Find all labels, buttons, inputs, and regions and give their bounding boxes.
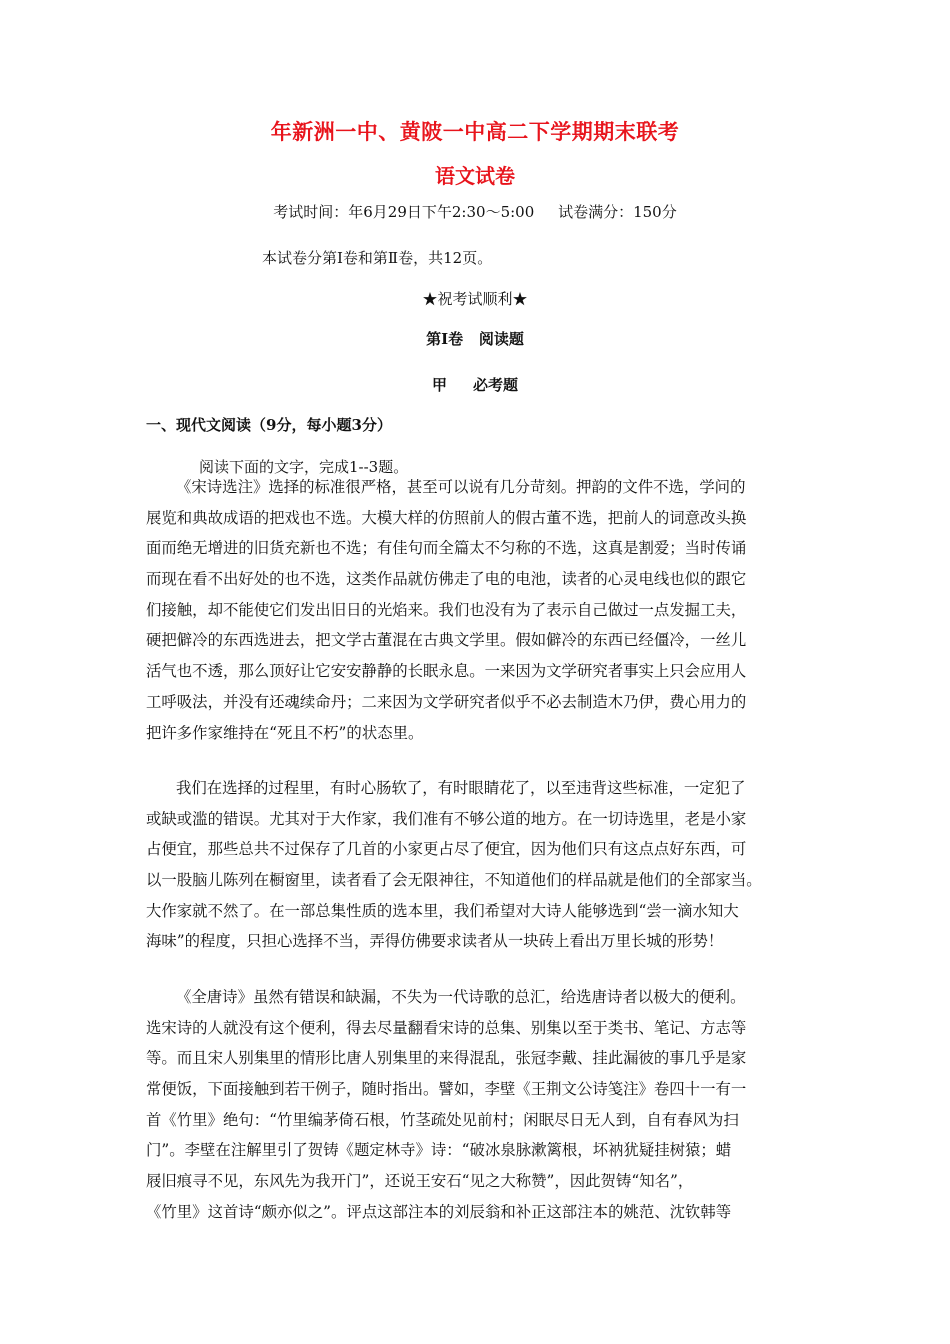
part-one-title: 第Ⅰ卷 阅读题: [426, 330, 524, 348]
paragraph-line: 们接触，却不能使它们发出旧日的光焰来。我们也没有为了表示自己做过一点发掘工夫，: [146, 600, 747, 619]
good-luck-line: ★祝考试顺利★: [422, 290, 528, 308]
paragraph-3: [146, 982, 811, 1228]
exam-subtitle: 语文试卷: [435, 164, 515, 188]
question-group-title: 一、现代文阅读（9分，每小题3分）: [146, 416, 392, 434]
paragraph-line: 《宋诗选注》选择的标准很严格，甚至可以说有几分苛刻。押韵的文件不选，学问的: [176, 478, 746, 496]
paragraph-line: 选宋诗的人就没有这个便利，得去尽量翻看宋诗的总集、别集以至于类书、笔记、方志等: [146, 1018, 747, 1037]
paragraph-line: 面而绝无增进的旧货充新也不选；有佳句而全篇太不匀称的不选，这真是割爱；当时传诵: [146, 539, 747, 558]
required-section-title: 甲 必考题: [431, 376, 519, 394]
paragraph-line: 占便宜，那些总共不过保存了几首的小家更占尽了便宜，因为他们只有这点点好东西，可: [146, 840, 747, 859]
reading-instruction: 阅读下面的文字，完成1--3题。: [199, 458, 409, 476]
paragraph-line: 屐旧痕寻不见，东风先为我开门”，还说王安石“见之大称赞”，因此贺铸“知名”，: [146, 1172, 694, 1191]
paragraph-line: 工呼吸法，并没有还魂续命丹；二来因为文学研究者似乎不必去制造木乃伊，费心用力的: [146, 692, 747, 711]
paragraph-line: 《全唐诗》虽然有错误和缺漏，不失为一代诗歌的总汇，给选唐诗者以极大的便利。: [176, 988, 746, 1006]
exam-title: 年新洲一中、黄陂一中高二下学期期末联考: [270, 119, 680, 144]
paragraph-1: [146, 472, 811, 748]
paragraph-line: 活气也不透，那么顶好让它安安静静的长眠永息。一来因为文学研究者事实上只会应用人: [146, 662, 747, 681]
paragraph-line: 《竹里》这首诗“颇亦似之”。评点这部注本的刘辰翁和补正这部注本的姚范、沈钦韩等: [146, 1202, 732, 1221]
paragraph-line: 而现在看不出好处的也不选，这类作品就仿佛走了电的电池，读者的心灵电线也似的跟它: [146, 570, 747, 589]
exam-structure-note: 本试卷分第Ⅰ卷和第Ⅱ卷，共12页。: [262, 249, 493, 267]
paragraph-line: 等。而且宋人别集里的情形比唐人别集里的来得混乱，张冠李戴、挂此漏彼的事几乎是家: [146, 1049, 747, 1068]
paragraph-line: 或缺或滥的错误。尤其对于大作家，我们准有不够公道的地方。在一切诗选里，老是小家: [146, 809, 747, 828]
paragraph-line: 把许多作家维持在“死且不朽”的状态里。: [146, 723, 424, 742]
paragraph-2: [146, 773, 811, 957]
paragraph-line: 首《竹里》绝句：“竹里编茅倚石根，竹茎疏处见前村；闲眠尽日无人到，自有春风为扫: [146, 1110, 739, 1129]
paragraph-line: 门”。李壁在注解里引了贺铸《题定林寺》诗：“破冰泉脉漱篱根，坏衲犹疑挂树猿；蜡: [146, 1141, 732, 1160]
paragraph-line: 以一股脑儿陈列在橱窗里，读者看了会无限神往，不知道他们的样品就是他们的全部家当。: [146, 871, 762, 890]
paragraph-line: 展览和典故成语的把戏也不选。大模大样的仿照前人的假古董不选，把前人的词意改头换: [146, 508, 747, 527]
paragraph-line: 大作家就不然了。在一部总集性质的选本里，我们希望对大诗人能够选到“尝一滴水知大: [146, 901, 739, 920]
paragraph-line: 常便饭，下面接触到若干例子，随时指出。譬如，李壁《王荆文公诗笺注》卷四十一有一: [146, 1080, 747, 1099]
paragraph-line: 我们在选择的过程里，有时心肠软了，有时眼睛花了，以至违背这些标准，一定犯了: [176, 779, 746, 797]
paragraph-line: 硬把僻冷的东西选进去，把文学古董混在古典文学里。假如僻冷的东西已经僵冷，一丝儿: [146, 631, 747, 650]
exam-time-and-score: 考试时间：年6月29日下午2:30～5:00 试卷满分：150分: [273, 203, 677, 221]
paragraph-line: 海味”的程度，只担心选择不当，弄得仿佛要求读者从一块砖上看出万里长城的形势！: [146, 932, 724, 951]
